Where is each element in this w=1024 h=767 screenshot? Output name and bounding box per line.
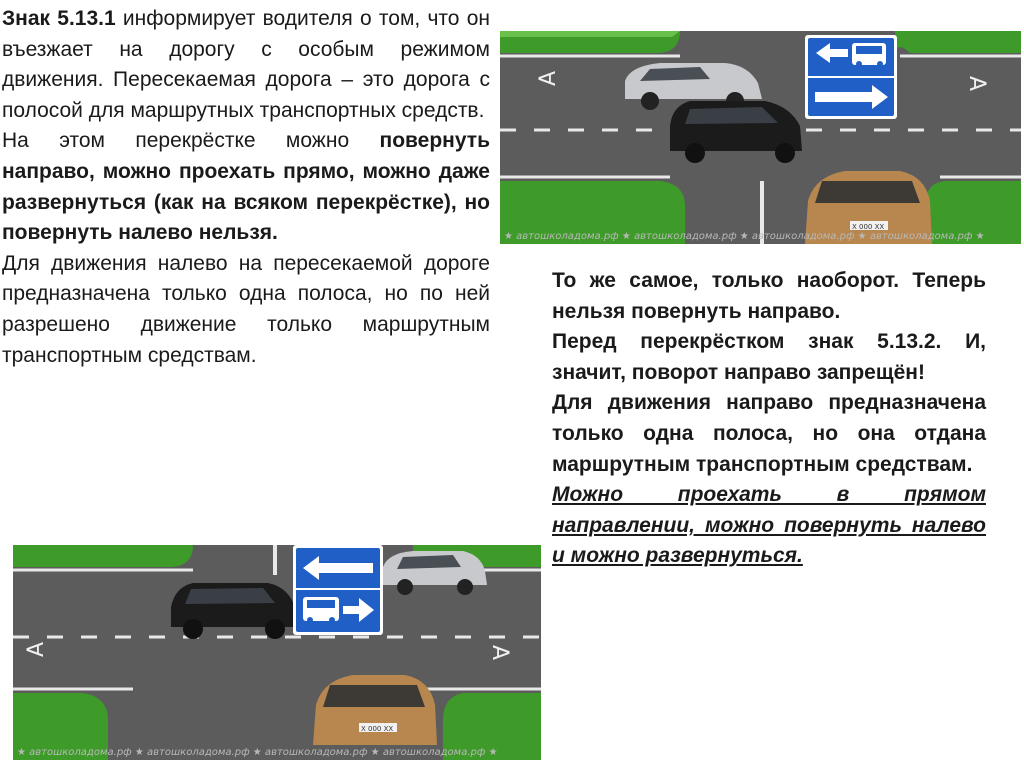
lane-marking-letter: А: [536, 70, 561, 86]
left-paragraph-2-start: На этом перекрёстке можно: [2, 129, 380, 153]
right-paragraph-4: Можно проехать в прямом направлении, можно повернуть налево и можно развернуться.: [552, 483, 986, 568]
intersection-image-sign-5-13-2: [13, 545, 541, 760]
road-sign-5-13-1: [805, 35, 897, 119]
watermark: ★ автошколадома.рф ★ автошколадома.рф ★ автошколадома.рф ★ автошколадома.рф ★: [504, 231, 985, 242]
left-paragraph-2-bold: повернуть направо, можно проехать прямо, можно даже развернуться (как на всяком перекрёстке), но повернуть налево нельзя.: [2, 129, 490, 245]
lane-marking-letter: А: [487, 645, 512, 661]
grass-corner: [13, 545, 193, 567]
lane-marking-letter: А: [964, 76, 989, 92]
license-plate: Х 000 ХХ: [361, 725, 394, 733]
sign-number: Знак 5.13.1: [2, 7, 116, 30]
watermark: ★ автошколадома.рф ★ автошколадома.рф ★ автошколадома.рф ★ автошколадома.рф ★: [17, 747, 498, 758]
left-paragraph-1-text: информирует водителя о том, что он въезжает на дорогу с особым режимом движения. Пересекаемая дорога – это дорога с полосой для маршрутных транспортных средств.: [2, 7, 490, 122]
license-plate: Х 000 ХХ: [852, 223, 885, 231]
road-sign-5-13-2: [293, 545, 383, 635]
grass-corner: [500, 31, 680, 53]
left-text-block: [2, 4, 490, 371]
right-text-block: [552, 266, 986, 572]
lane-marking-letter: А: [24, 641, 49, 657]
right-paragraph-2: Перед перекрёстком знак 5.13.2. И, значит, поворот направо запрещён!: [552, 330, 986, 384]
gold-car: [313, 675, 437, 745]
right-paragraph-1: То же самое, только наоборот. Теперь нельзя повернуть направо.: [552, 269, 986, 323]
intersection-image-sign-5-13-1: [500, 31, 1021, 244]
left-paragraph-2: [2, 126, 490, 248]
left-paragraph-1: [2, 4, 490, 126]
grass-corner: [895, 31, 1021, 53]
left-paragraph-3: Для движения налево на пересекаемой дороге предназначена только одна полоса, но по ней разрешено движение только маршрутным транспортным средствам.: [2, 251, 490, 367]
right-paragraph-3: Для движения направо предназначена только одна полоса, но она отдана маршрутным транспортным средствам.: [552, 391, 986, 476]
